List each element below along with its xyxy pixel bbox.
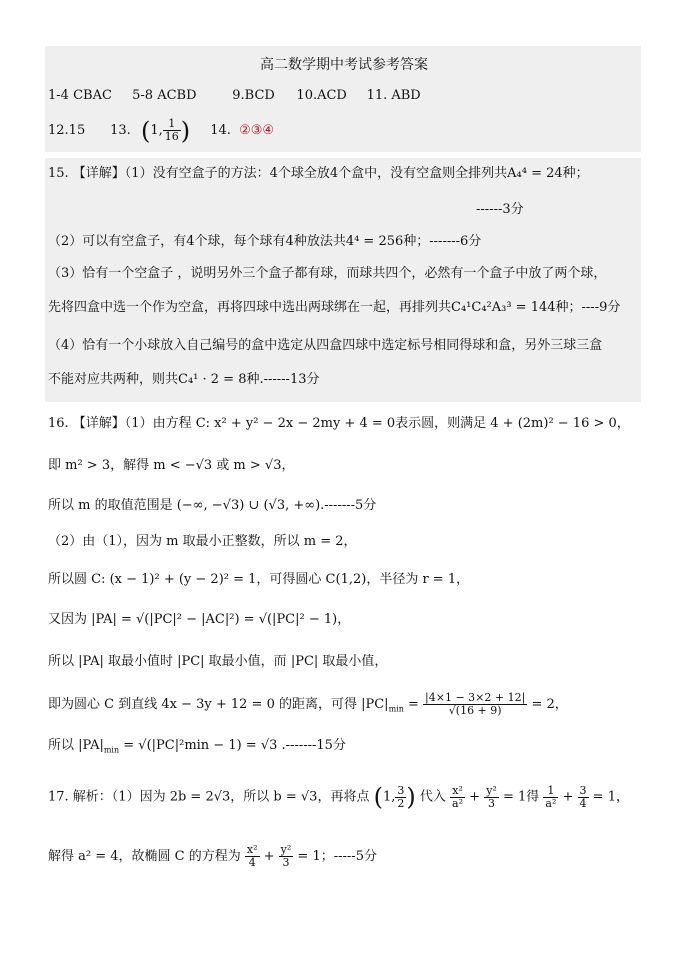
answer-14-value: ②③④: [239, 123, 275, 138]
answer-1-4: 1-4 CBAC: [48, 88, 112, 103]
answer-11: 11. ABD: [366, 88, 421, 103]
q16-line-8: 即为圆心 C 到直线 4x − 3y + 12 = 0 的距离，可得 $|PC|_{min}$ = $\frac{|4\times 1 - 3\times 2 + 12|}{√(16 + 9)}$ = 2，: [48, 691, 568, 717]
fraction: $\frac{\text{x²}}{4}$: [246, 843, 258, 869]
answers-row-2: [48, 118, 644, 143]
page-title: 高二数学期中考试参考答案: [260, 57, 428, 73]
fraction: $\frac{\text{x²}}{\text{a²}}$: [452, 783, 464, 810]
answer-13-label: 13.: [110, 123, 131, 138]
answer-13-value: (1, $\frac{1}{16}$ ): [140, 116, 191, 145]
fraction: $\frac{1}{16}$: [164, 117, 179, 143]
q16-line-6: 又因为 |PA| = √(|PC|² − |AC|²) = √(|PC|² − 1)，: [48, 612, 351, 627]
fraction: $\frac{\text{y²}}{3}$: [280, 843, 292, 869]
q15-line-2: （2）可以有空盒子，有4个球，每个球有4种放法共4⁴ = 256种；-------6分: [48, 234, 482, 249]
q16-line-9: 所以 $|PA|_{min} = √(|PC|^2\min - 1) = √3$ .-------15分: [48, 738, 346, 755]
answer-9: 9.BCD: [232, 88, 275, 103]
q15-line-6: 不能对应共两种，则共C₄¹ · 2 = 8种.------13分: [48, 372, 320, 387]
q15-line-1: 15. 【详解】（1）没有空盒子的方法：4个球全放4个盒中，没有空盒则全排列共A₄⁴ = 24种；: [48, 166, 589, 181]
q15-score-1: ------3分: [476, 202, 524, 217]
q16-line-3: 所以 m 的取值范围是 (−∞, −√3) ∪ (√3, +∞).-------5分: [48, 498, 377, 513]
q17-line-2: 解得 a² = 4，故椭圆 C 的方程为 $\frac{\text{x²}}{4}$ + $\frac{\text{y²}}{3}$ = 1；-----5分: [48, 843, 377, 869]
distance-fraction: $\frac{|4\times 1 - 3\times 2 + 12|}{√(16 + 9)}$: [425, 691, 526, 717]
answer-5-8: 5-8 ACBD: [132, 88, 197, 103]
q15-line-5: （4）恰有一个小球放入自己编号的盒中选定从四盒四球中选定标号相同得球和盒，另外三球三盒: [48, 338, 603, 353]
q16-line-4: （2）由（1），因为 m 取最小正整数，所以 m = 2，: [48, 534, 357, 549]
answers-row-1: [48, 86, 644, 106]
q17-line-1: 17. 解析：（1）因为 2b = 2√3，所以 b = √3，再将点 (1, $\frac{3}{2}$ ) 代入 $\frac{\text{x²}}{\text{a²}}$ + $\frac{\text{y²}}{3}$ = 1得 $\frac{1}{\text{a²}}$ + $\frac{3}{4}$ = 1，: [48, 783, 629, 811]
fraction: $\frac{3}{2}$: [397, 783, 405, 810]
q15-line-4: 先将四盒中选一个作为空盒，再将四球中选出两球绑在一起，再排列共C₄¹C₄²A₃³ = 144种；----9分: [48, 300, 621, 315]
q16-line-7: 所以 |PA| 取最小值时 |PC| 取最小值，而 |PC| 取最小值，: [48, 654, 388, 669]
answer-14-label: 14.: [210, 123, 231, 138]
q15-line-3: （3）恰有一个空盒子 ，说明另外三个盒子都有球，而球共四个，必然有一个盒子中放了两个球，: [48, 266, 607, 281]
q16-line-5: 所以圆 C: (x − 1)² + (y − 2)² = 1，可得圆心 C(1,2)，半径为 r = 1，: [48, 572, 470, 587]
fraction: $\frac{3}{4}$: [579, 783, 587, 810]
answer-10: 10.ACD: [296, 88, 347, 103]
fraction: $\frac{\text{y²}}{3}$: [486, 783, 497, 810]
fraction: $\frac{1}{\text{a²}}$: [545, 783, 557, 810]
q16-line-2: 即 m² > 3，解得 m < −√3 或 m > √3，: [48, 458, 295, 473]
answer-12: 12.15: [48, 123, 86, 138]
q16-line-1: 16. 【详解】（1）由方程 C: x² + y² − 2x − 2my + 4 = 0表示圆，则满足 4 + (2m)² − 16 > 0，: [48, 416, 630, 431]
